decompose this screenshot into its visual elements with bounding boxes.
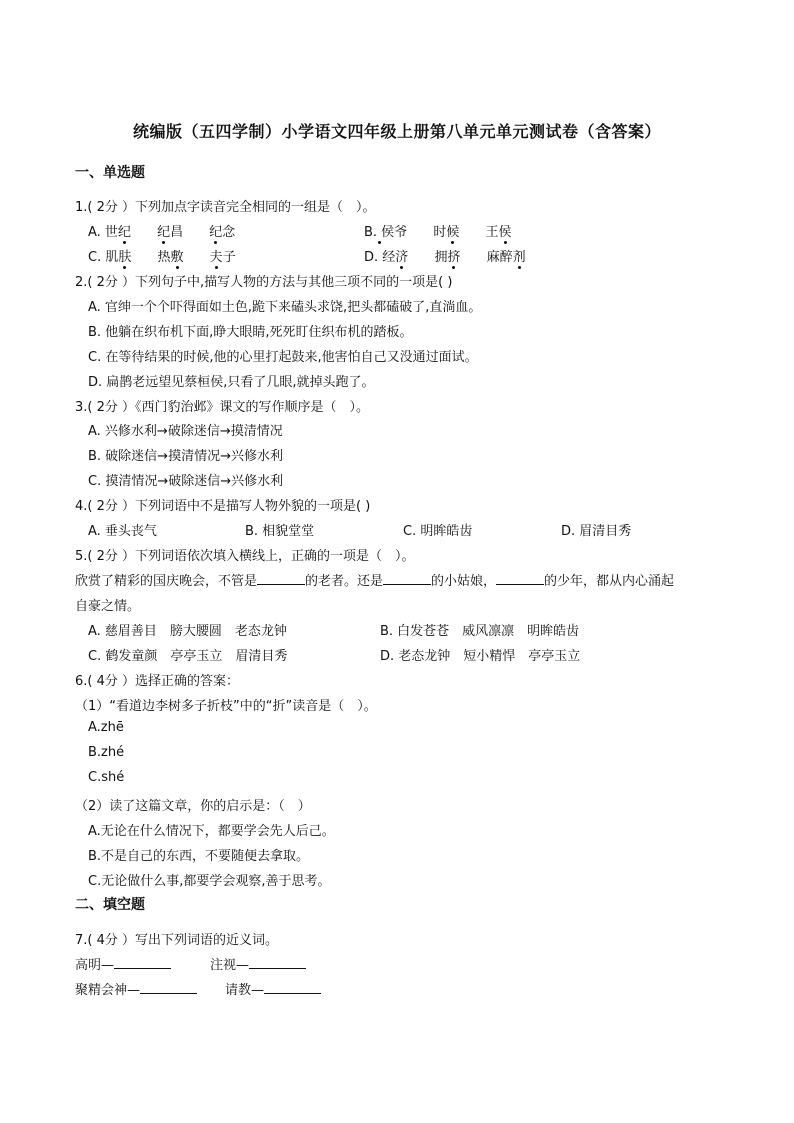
q2-option-b[interactable]: B. 他躺在织布机下面,睁大眼睛,死死盯住织布机的踏板。 <box>88 325 413 340</box>
q5-passage-line1: 欣赏了精彩的国庆晚会，不管是 的老者。还是 的小姑娘， 的少年，都从内心涌起 <box>75 574 675 589</box>
q6-sub1-option-c[interactable]: C.shé <box>88 770 125 785</box>
q7-blank-4[interactable] <box>264 981 321 994</box>
q1-a-dotted-char: 纪 <box>118 225 131 240</box>
q5-passage-line2: 自豪之情。 <box>75 599 141 614</box>
q6-sub2: （2）读了这篇文章，你的启示是：（ ） <box>75 799 311 814</box>
q6-sub2-option-c[interactable]: C.无论做什么事,都要学会观察,善于思考。 <box>88 874 331 889</box>
q6-sub1-option-b[interactable]: B.zhé <box>88 745 125 760</box>
q4-option-b[interactable]: B. 相貌堂堂 <box>245 524 315 539</box>
section-fill-in: 二、填空题 <box>75 897 145 913</box>
section-single-choice: 一、单选题 <box>75 165 145 181</box>
q1-a-dotted-char3: 纪 <box>209 225 222 240</box>
q7-stem: 7.( 4分 ）写出下列词语的近义词。 <box>75 933 279 948</box>
q5-option-c[interactable]: C. 鹤发童颜 亭亭玉立 眉清目秀 <box>88 649 288 664</box>
q7-item-3: 聚精会神— <box>75 979 197 998</box>
q5-stem: 5.( 2分 ）下列词语依次填入横线上，正确的一项是（ ）。 <box>75 549 415 564</box>
q1-option-c[interactable]: C. 肌肤 热敷 夫 子 <box>88 246 236 265</box>
q4-option-a[interactable]: A. 垂头丧气 <box>88 524 157 539</box>
q5-blank-2[interactable] <box>383 572 431 585</box>
q7-blank-2[interactable] <box>249 956 306 969</box>
q3-option-b[interactable]: B. 破除迷信→摸清情况→兴修水利 <box>88 449 283 464</box>
q1-stem: 1.( 2分 ）下列加点字读音完全相同的一组是（ ）。 <box>75 200 376 215</box>
q1-option-d[interactable]: D. 经济 拥挤 麻醉剂 <box>364 246 526 265</box>
q7-item-4: 请教— <box>225 979 321 998</box>
q2-option-d[interactable]: D. 扁鹊老远望见蔡桓侯,只看了几眼,就掉头跑了。 <box>88 375 375 390</box>
q6-sub2-option-a[interactable]: A.无论在什么情况下，都要学会先人后己。 <box>88 824 335 839</box>
q6-sub1: （1）“看道边李树多子折枝”中的“折”读音是（ ）。 <box>75 699 377 714</box>
q7-item-1: 高明— <box>75 954 171 973</box>
q3-option-a[interactable]: A. 兴修水利→破除迷信→摸清情况 <box>88 424 283 439</box>
q7-blank-1[interactable] <box>114 956 171 969</box>
q4-stem: 4.( 2分 ）下列词语中不是描写人物外貌的一项是( ) <box>75 499 371 514</box>
q7-blank-3[interactable] <box>140 981 197 994</box>
q4-option-c[interactable]: C. 明眸皓齿 <box>403 524 473 539</box>
q5-option-d[interactable]: D. 老态龙钟 短小精悍 亭亭玉立 <box>380 649 581 664</box>
q1-a-char1: A. 世 <box>88 225 118 240</box>
q5-blank-3[interactable] <box>496 572 544 585</box>
q1-option-b[interactable]: B. 侯 爷 时候 王侯 <box>364 221 512 240</box>
q6-stem: 6.( 4分 ）选择正确的答案： <box>75 674 240 689</box>
q2-option-a[interactable]: A. 官绅一个个吓得面如土色,跪下来磕头求饶,把头都磕破了,直淌血。 <box>88 300 482 315</box>
q4-option-d[interactable]: D. 眉清目秀 <box>561 524 632 539</box>
q3-option-c[interactable]: C. 摸清情况→破除迷信→兴修水利 <box>88 474 284 489</box>
q1-a-dotted-char2: 纪 <box>157 225 170 240</box>
q6-sub1-option-a[interactable]: A.zhē <box>88 720 124 735</box>
exam-title: 统编版（五四学制）小学语文四年级上册第八单元单元测试卷（含答案） <box>132 122 661 141</box>
q1-option-a[interactable]: A. 世纪 纪 昌 纪 念 <box>88 221 235 240</box>
q7-item-2: 注视— <box>210 954 306 973</box>
q5-blank-1[interactable] <box>257 572 305 585</box>
q2-option-c[interactable]: C. 在等待结果的时候,他的心里打起鼓来,他害怕自己又没通过面试。 <box>88 350 478 365</box>
q5-option-b[interactable]: B. 白发苍苍 威风凛凛 明眸皓齿 <box>380 624 580 639</box>
q5-option-a[interactable]: A. 慈眉善目 膀大腰圆 老态龙钟 <box>88 624 287 639</box>
q6-sub2-option-b[interactable]: B.不是自己的东西，不要随便去拿取。 <box>88 849 310 864</box>
q2-stem: 2.( 2分 ）下列句子中,描写人物的方法与其他三项不同的一项是( ) <box>75 275 453 290</box>
q3-stem: 3.( 2分 ）《西门豹治邺》课文的写作顺序是（ ）。 <box>75 400 370 415</box>
